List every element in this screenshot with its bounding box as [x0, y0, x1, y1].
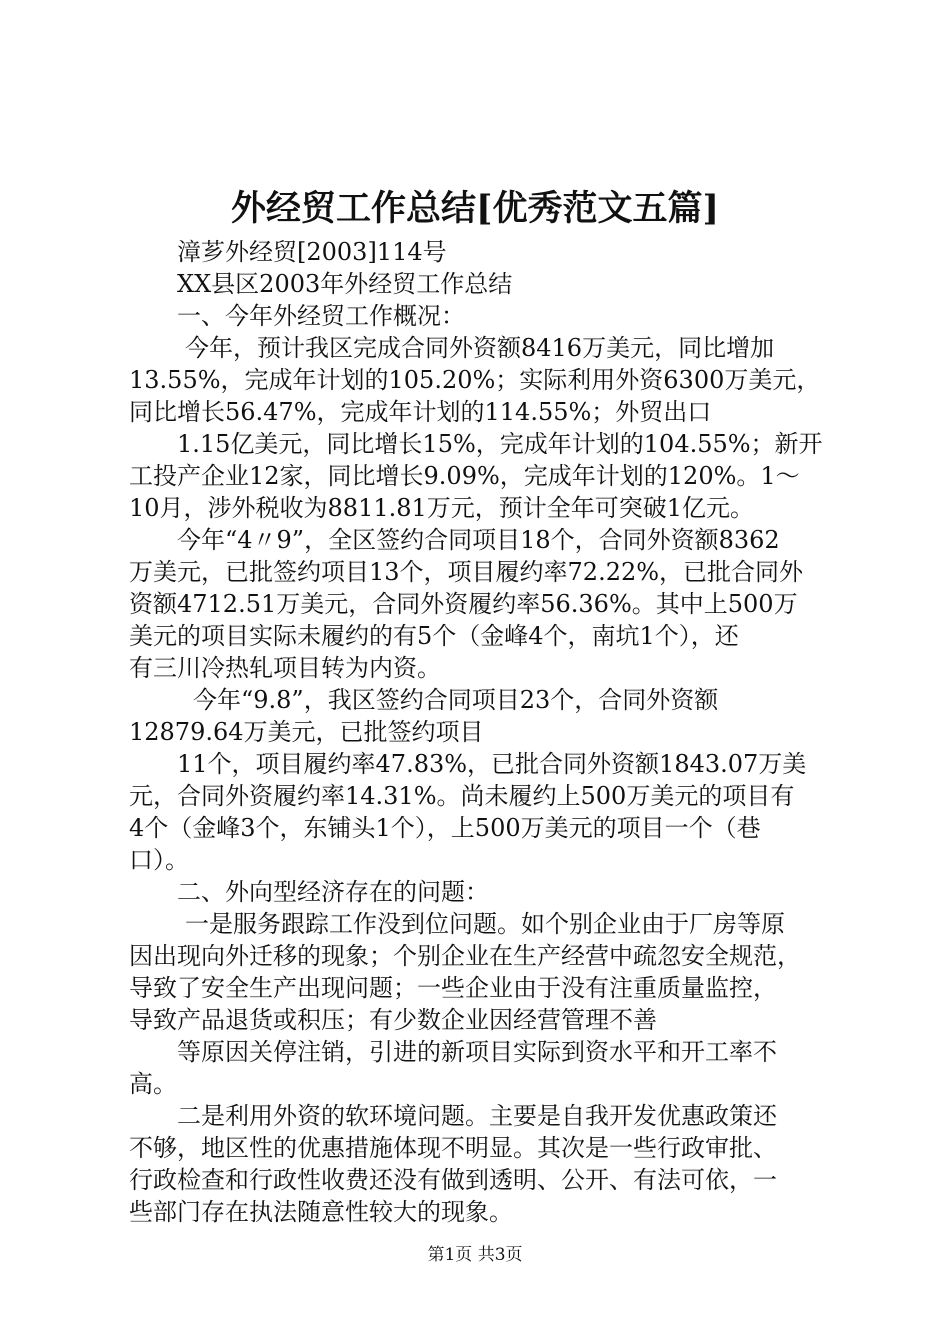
paragraph-line: 11个，项目履约率47.83%，已批合同外资额1843.07万美 [177, 750, 807, 778]
paragraph-line: 同比增长56.47%，完成年计划的114.55%；外贸出口 [129, 398, 712, 426]
paragraph-line: 1.15亿美元，同比增长15%，完成年计划的104.55%；新开 [177, 430, 823, 458]
paragraph-line: 些部门存在执法随意性较大的现象。 [129, 1198, 513, 1226]
paragraph-line: 导致产品退货或积压；有少数企业因经营管理不善 [129, 1006, 657, 1034]
paragraph-line: 美元的项目实际未履约的有5个（金峰4个，南坑1个），还 [129, 622, 739, 650]
paragraph-line: 二是利用外资的软环境问题。主要是自我开发优惠政策还 [177, 1102, 777, 1130]
document-body [129, 236, 835, 1228]
document-title: 外经贸工作总结[优秀范文五篇] [230, 188, 720, 229]
paragraph-line: 有三川冷热轧项目转为内资。 [129, 654, 441, 682]
paragraph-line: 资额4712.51万美元，合同外资履约率56.36%。其中上500万 [129, 590, 798, 618]
paragraph-line: 万美元，已批签约项目13个，项目履约率72.22%，已批合同外 [129, 558, 804, 586]
paragraph-line: 一是服务跟踪工作没到位问题。如个别企业由于厂房等原 [185, 910, 785, 938]
report-heading: XX县区2003年外经贸工作总结 [177, 270, 513, 298]
paragraph-line: 因出现向外迁移的现象；个别企业在生产经营中疏忽安全规范， [129, 942, 801, 970]
section-heading-1: 一、今年外经贸工作概况： [177, 302, 465, 330]
paragraph-line: 12879.64万美元，已批签约项目 [129, 718, 484, 746]
section-heading-2: 二、外向型经济存在的问题： [177, 878, 489, 906]
paragraph-line: 4个（金峰3个，东铺头1个），上500万美元的项目一个（巷 [129, 814, 761, 842]
paragraph-line: 今年，预计我区完成合同外资额8416万美元，同比增加 [185, 334, 775, 362]
paragraph-line: 元，合同外资履约率14.31%。尚未履约上500万美元的项目有 [129, 782, 795, 810]
paragraph-line: 今年“4〃9”，全区签约合同项目18个，合同外资额8362 [177, 526, 780, 554]
document-number: 漳芗外经贸[2003]114号 [177, 238, 447, 266]
paragraph-line: 等原因关停注销，引进的新项目实际到资水平和开工率不 [177, 1038, 777, 1066]
paragraph-line: 工投产企业12家，同比增长9.09%，完成年计划的120%。1～ [129, 462, 800, 490]
paragraph-line: 行政检查和行政性收费还没有做到透明、公开、有法可依，一 [129, 1166, 777, 1194]
paragraph-line: 10月，涉外税收为8811.81万元，预计全年可突破1亿元。 [129, 494, 755, 522]
paragraph-line: 今年“9.8”，我区签约合同项目23个，合同外资额 [193, 686, 719, 714]
paragraph-line: 不够，地区性的优惠措施体现不明显。其次是一些行政审批、 [129, 1134, 777, 1162]
paragraph-line: 13.55%，完成年计划的105.20%；实际利用外资6300万美元， [129, 366, 821, 394]
paragraph-line: 导致了安全生产出现问题；一些企业由于没有注重质量监控， [129, 974, 777, 1002]
page-footer: 第1页 共3页 [427, 1245, 523, 1265]
paragraph-line: 口）。 [129, 846, 189, 874]
paragraph-line: 高。 [129, 1070, 177, 1098]
